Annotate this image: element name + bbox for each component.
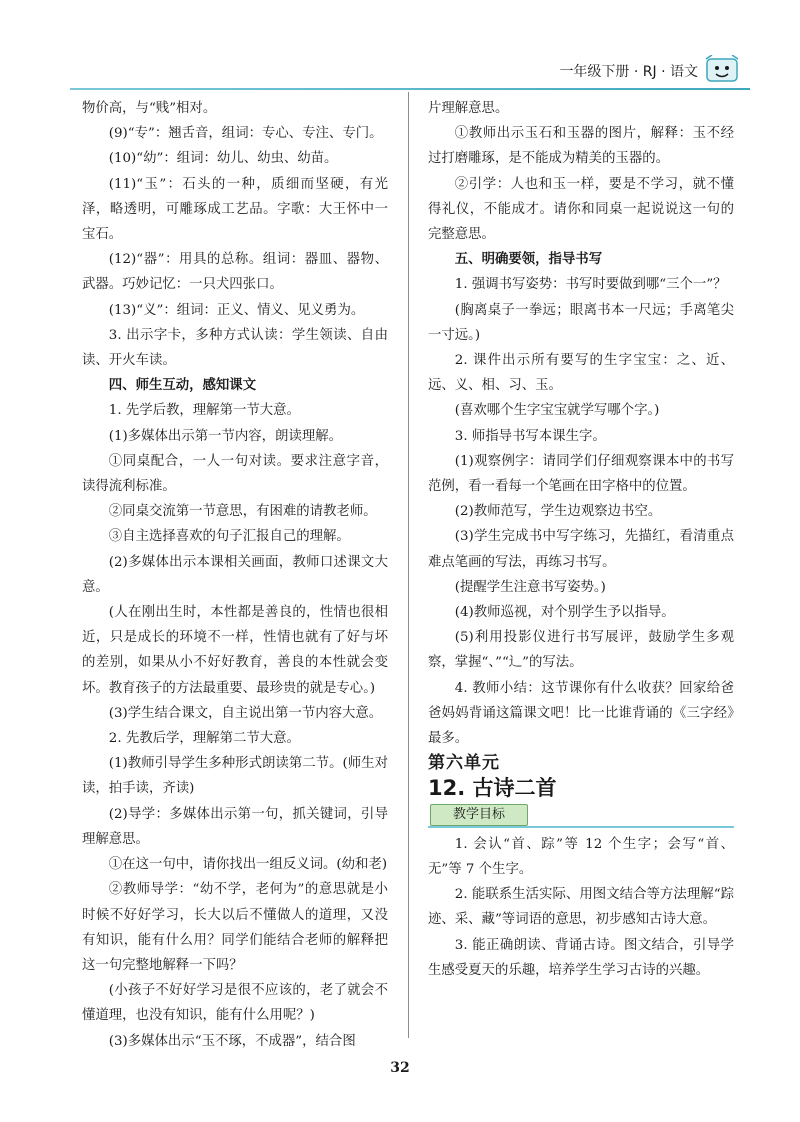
unit-title: 第六单元 xyxy=(428,753,500,774)
paragraph: ②教师导学：“幼不学，老何为”的意思就是小时候不好好学习，长大以后不懂做人的道理，又没有知识，能有什么用？同学们能结合老师的解释把这一句完整地解释一下吗？ xyxy=(82,882,388,973)
paragraph: (胸离桌子一拳远；眼离书本一尺远；手离笔尖一寸远。) xyxy=(428,302,734,343)
paragraph: (5)利用投影仪进行书写展评，鼓励学生多观察，掌握“、”“辶”的写法。 xyxy=(428,630,734,671)
goal-item: 3. 能正确朗读、背诵古诗。图文结合，引导学生感受夏天的乐趣，培养学生学习古诗的兴趣。 xyxy=(428,937,734,978)
paragraph: (13)“义”：组词：正义、情义、见义勇为。 xyxy=(108,302,365,318)
paragraph: (提醒学生注意书写姿势。) xyxy=(454,579,606,595)
lesson-title: 12. 古诗二首 xyxy=(428,776,557,801)
goal-item: 2. 能联系生活实际、用图文结合等方法理解“踪迹、采、藏”等词语的意思，初步感知古诗大意。 xyxy=(428,887,734,928)
paragraph: 片理解意思。 xyxy=(428,101,509,116)
running-header xyxy=(510,55,760,89)
paragraph: (4)教师巡视，对个别学生予以指导。 xyxy=(454,605,675,621)
paragraph: (3)学生完成书中写字练习，先描红，看清重点难点笔画的写法，再练习书写。 xyxy=(428,529,734,570)
paragraph: (1)观察例字：请同学们仔细观察课本中的书写范例，看一看每一个笔画在田字格中的位置。 xyxy=(428,453,734,495)
paragraph: (3)多媒体出示“玉不琢，不成器”，结合图 xyxy=(108,1033,356,1049)
paragraph: 4. 教师小结：这节课你有什么收获？回家给爸爸妈妈背诵这篇课文吧！比一比谁背诵的《三字经》最多。 xyxy=(428,680,734,747)
teaching-goals-tag: 教学目标 xyxy=(430,804,528,826)
paragraph: (人在刚出生时，本性都是善良的，性情也很相近，只是成长的环境不一样，性情也就有了好与坏的差别，如果从小不好好教育，善良的本性就会变坏。教育孩子的方法最重要、最珍贵的就是专心。) xyxy=(82,605,388,696)
paragraph: (小孩子不好好学习是很不应该的，老了就会不懂道理，也没有知识，能有什么用呢？) xyxy=(82,983,388,1024)
paragraph: ③自主选择喜欢的句子汇报自己的理解。 xyxy=(108,529,350,545)
paragraph: (9)“专”：翘舌音，组词：专心、专注、专门。 xyxy=(108,126,383,142)
paragraph: ①在这一句中，请你找出一组反义词。(幼和老) xyxy=(108,857,388,873)
paragraph: ②引学：人也和玉一样，要是不学习，就不懂得礼仪，不能成才。请你和同桌一起说说这一句的完整意思。 xyxy=(428,176,734,243)
paragraph: (2)多媒体出示本课相关画面，教师口述课文大意。 xyxy=(82,554,388,595)
section-heading: 五、明确要领，指导书写 xyxy=(454,251,603,268)
paragraph: (2)导学：多媒体出示第一句，抓关键词，引导理解意思。 xyxy=(82,806,388,847)
paragraph: ①同桌配合，一人一句对读。要求注意字音，读得流利标准。 xyxy=(82,453,388,495)
paragraph: (喜欢哪个生字宝宝就学写哪个字。) xyxy=(454,403,660,419)
paragraph: (12)“器”：用具的总称。组词：器皿、器物、武器。巧妙记忆：一只犬四张口。 xyxy=(82,252,388,293)
left-column xyxy=(82,96,388,1054)
paragraph: (1)多媒体出示第一节内容，朗读理解。 xyxy=(108,428,343,444)
paragraph: ②同桌交流第一节意思，有困难的请教老师。 xyxy=(108,504,377,520)
smiling-book-mascot-icon xyxy=(704,55,740,85)
page-number: 32 xyxy=(390,1060,410,1076)
paragraph: (1)教师引导学生多种形式朗读第二节。(师生对读，拍手读，齐读) xyxy=(82,756,388,797)
goal-item: 1. 会认“首、踪”等 12 个生字；会写“首、无”等 7 个生字。 xyxy=(428,836,734,877)
paragraph: 1. 强调书写姿势：书写时要做到哪“三个一”？ xyxy=(454,277,727,293)
paragraph: ①教师出示玉石和玉器的图片，解释：玉不经过打磨雕琢，是不能成为精美的玉器的。 xyxy=(428,126,734,167)
header-rule xyxy=(70,88,750,90)
paragraph: 3. 师指导书写本课生字。 xyxy=(454,428,606,444)
teaching-goals-header xyxy=(428,802,734,828)
paragraph: 3. 出示字卡，多种方式认读：学生领读、自由读、开火车读。 xyxy=(82,327,388,369)
teaching-goals-rule xyxy=(428,826,734,828)
paragraph: (10)“幼”：组词：幼儿、幼虫、幼苗。 xyxy=(108,151,338,167)
paragraph: 2. 先教后学，理解第二节大意。 xyxy=(108,731,300,747)
book-label: 一年级下册 · RJ · 语文 xyxy=(559,64,698,80)
column-divider xyxy=(408,92,409,1038)
paragraph: 1. 先学后教，理解第一节大意。 xyxy=(108,403,300,419)
paragraph: 物价高，与“贱”相对。 xyxy=(82,101,217,116)
section-heading: 四、师生互动，感知课文 xyxy=(108,377,257,394)
paragraph: 2. 课件出示所有要写的生字宝宝：之、近、远、义、相、习、玉。 xyxy=(428,353,734,394)
paragraph: (11)“玉”：石头的一种，质细而坚硬，有光泽，略透明，可雕琢成工艺品。字歌：大王怀中一宝石。 xyxy=(82,176,388,243)
paragraph: (2)教师范写，学生边观察边书空。 xyxy=(454,504,662,520)
right-column xyxy=(428,96,734,983)
paragraph: (3)学生结合课文，自主说出第一节内容大意。 xyxy=(108,705,383,721)
